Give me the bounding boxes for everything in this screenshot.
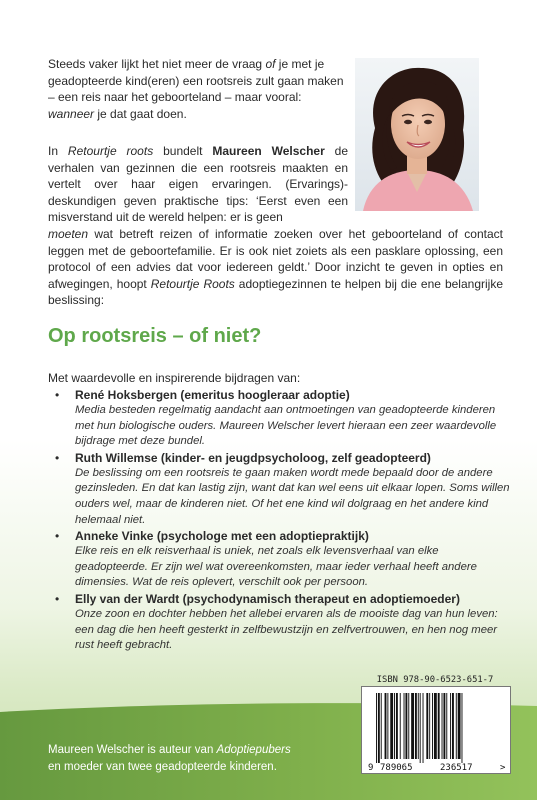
contribution-item [48,528,510,591]
contributor-name: René Hoksbergen (emeritus hoogleraar adoptie) [75,388,350,402]
author-bio-text-1: Maureen Welscher is auteur van [48,744,217,756]
barcode-bar [458,693,461,759]
author-bio [48,742,348,776]
contributor-quote: Elke reis en elk reisverhaal is uniek, net zoals elk levensverhaal van elke geadopteerde. Er zijn wel wat overeenkomsten, maar ieder verhaal heeft andere dimensies. Wat de reis oplevert, verschilt ook per persoon. [75,545,477,589]
bullet: • [55,591,60,606]
contributor-name: Elly van der Wardt (psychodynamisch therapeut en adoptiemoeder) [75,591,460,606]
contributor-quote: De beslissing om een rootsreis te gaan maken wordt mede bepaald door de andere gezinsleden. En dat kan lastig zijn, want dat kan wel eens uit elkaar lopen. Soms willen ouders wel, maar de kinderen niet. Of het ene kind wil dolgraag en het andere kind helemaal niet. [75,466,510,526]
barcode-bar [385,693,387,759]
barcode-bar [438,693,440,759]
intro-text-2: je met je geadopteerde kind(eren) een rootsreis zult gaan maken – een reis naar het geboorteland – maar vooral: [48,57,344,105]
bullet: • [55,388,60,402]
barcode-bar [381,693,382,759]
isbn-label: ISBN 978-90-6523-651-7 [376,675,494,685]
barcode-bar [408,693,409,759]
contributions-intro: Met waardevolle en inspirerende bijdragen van: [48,371,301,385]
barcode-bar [423,693,424,763]
barcode-bar [442,693,443,759]
barcode-bar [390,693,393,759]
barcode-bar [405,693,407,759]
barcode-bar [426,693,428,759]
barcode-bar [404,693,405,759]
barcode-bar [462,693,463,763]
barcode-digit-tail: > [500,763,506,773]
barcode-bar [400,693,401,759]
other-book-title: Adoptiepubers [216,744,291,756]
barcode-bar [420,693,421,763]
description-text-4: wat betreft reizen of informatie zoeken over het geboorteland of contact leggen met de geboortefamilie. Er is ook niet zoiets als een pasklare oplossing, een protocol of een advies dat voor iedereen geldt.’ Door inzicht te geven in opties en afwegingen, hoopt [48,226,503,291]
barcode-bar [378,693,380,763]
barcode-bar [452,693,454,759]
barcode-bar [450,693,451,759]
bullet: • [55,450,60,465]
bullet: • [55,529,60,544]
description-text-2: bundelt [153,144,213,158]
section-heading: Op rootsreis – of niet? [48,325,262,347]
intro-emphasis-of: of [265,57,276,71]
description-paragraph [48,143,503,309]
contribution-item [48,591,510,654]
intro-text-3: je dat gaat doen. [94,106,187,121]
barcode-bar [396,693,398,759]
contributor-quote: Media besteden regelmatig aandacht aan ontmoetingen van geadopteerde kinderen met hun biologische ouders. Maureen Welscher levert hieraan een zeer waardevolle bijdrage met deze bundel. [75,404,497,448]
book-title-2: Retourtje Roots [150,276,235,291]
intro-emphasis-wanneer: wanneer [48,106,95,121]
barcode-bar [418,693,419,759]
barcode-bar [376,693,377,763]
barcode-digit-lead: 9 [368,763,374,773]
barcode-bar [411,693,414,759]
barcode-bar [415,693,417,759]
barcode-bar [456,693,457,759]
barcode-bar [434,693,437,759]
barcode-graphic [362,687,512,775]
author-name: Maureen Welscher [212,144,325,158]
book-title: Retourtje roots [67,144,154,158]
contributor-name: Ruth Willemse (kinder- en jeugdpsycholoog, zelf geadopteerd) [75,450,431,465]
description-narrow-block [48,143,348,226]
barcode-digits-left: 789065 [380,763,413,773]
contributor-quote: Onze zoon en dochter hebben het allebei ervaren als de mooiste dag van hun leven: een dag die hen heeft gesterkt in zelfbewustzijn en zelfvertrouwen, en hen nog meer rust heeft gebracht. [75,607,498,652]
barcode-bar [432,693,433,759]
description-text-3: de verhalen van gezinnen die een rootsreis maakten en vertelt over haar eigen ervaringen. (Ervarings)-deskundigen geven praktische tips: ‘Eerst even een misverstand uit de wereld helpen: er is geen [48,144,349,225]
contributor-name: Anneke Vinke (psychologe met een adoptiepraktijk) [75,529,369,544]
barcode [361,686,511,774]
barcode-bar [429,693,430,759]
contribution-item [48,387,510,450]
intro-paragraph [48,56,348,122]
emphasis-moeten: moeten [48,226,89,241]
barcode-bar [443,693,445,759]
barcode-digits-right: 236517 [440,763,473,773]
contribution-item [48,450,510,528]
barcode-bar [387,693,388,759]
barcode-bar [394,693,395,759]
intro-text-1: Steeds vaker lijkt het niet meer de vraag [48,57,266,71]
contributions-list [48,387,510,654]
barcode-bar [446,693,447,759]
author-bio-text-2: en moeder van twee geadopteerde kinderen. [48,761,277,773]
description-text-5: adoptiegezinnen te helpen bij die ene belangrijke beslissing: [48,276,503,308]
description-text-1: In [48,144,68,158]
